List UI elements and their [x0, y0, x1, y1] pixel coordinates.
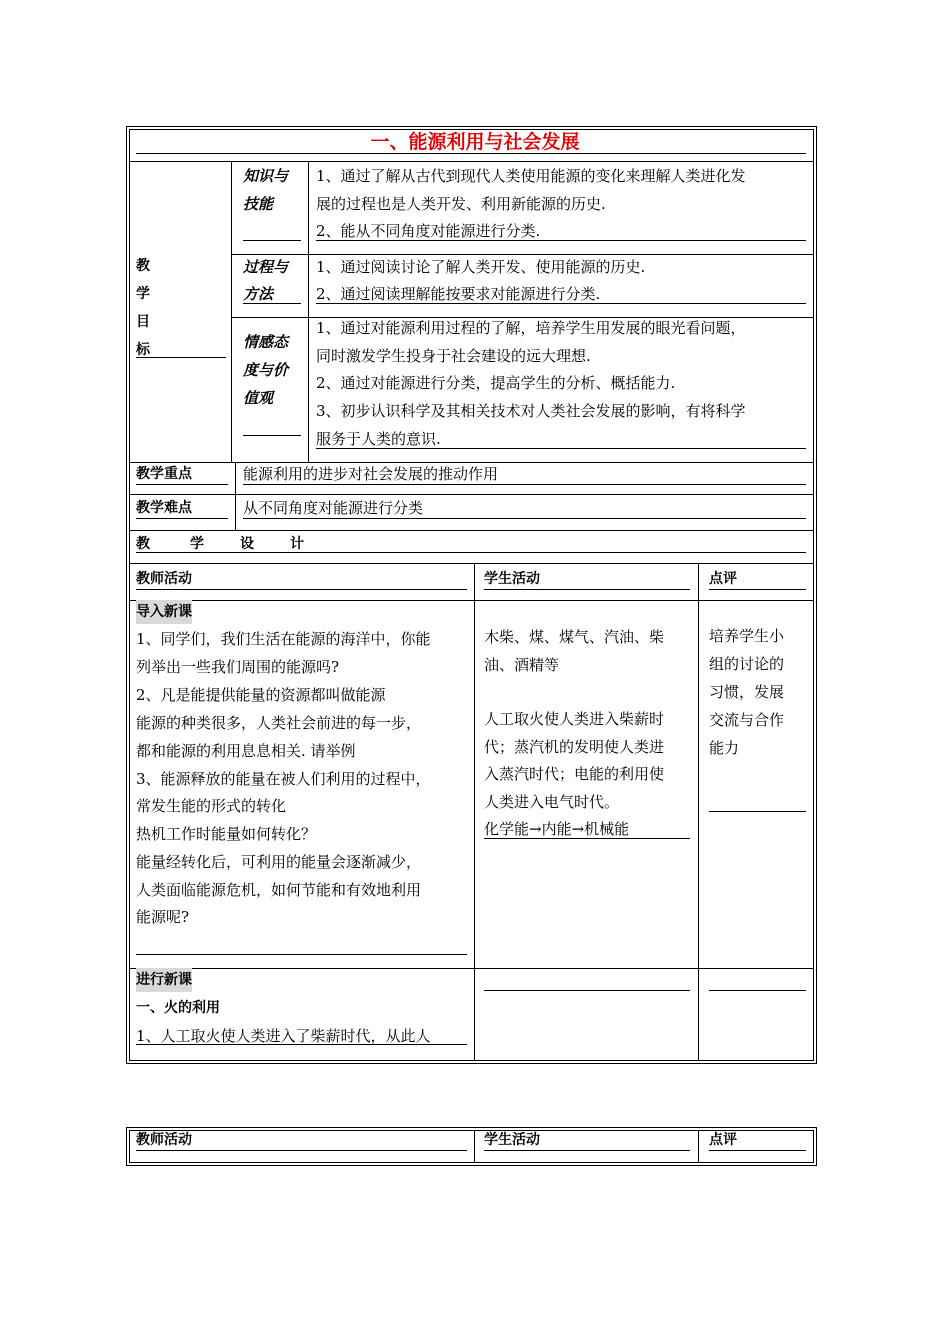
intro-heading: 导入新课	[136, 600, 192, 624]
col-student: 学生活动	[484, 571, 540, 587]
col-teacher: 教师活动	[136, 571, 192, 587]
page2-col-comment: 点评	[709, 1132, 737, 1148]
energy-chain: 化学能→内能→机械能	[484, 820, 630, 838]
key-point-text: 能源利用的进步对社会发展的推动作用	[243, 465, 499, 483]
page2-col-student: 学生活动	[484, 1132, 540, 1148]
difficulty-label: 教学难点	[136, 500, 192, 516]
page2-col-teacher: 教师活动	[136, 1132, 192, 1148]
new-lesson-line: 1、人工取火使人类进入了柴薪时代，从此人	[136, 1027, 431, 1045]
title-underline	[136, 153, 806, 154]
new-lesson-subheading: 一、火的利用	[136, 1000, 220, 1016]
col-comment: 点评	[709, 571, 737, 587]
new-lesson-heading: 进行新课	[136, 968, 192, 992]
key-point-label: 教学重点	[136, 466, 192, 482]
page-title: 一、能源利用与社会发展	[370, 131, 580, 153]
difficulty-text: 从不同角度对能源进行分类	[243, 499, 424, 517]
